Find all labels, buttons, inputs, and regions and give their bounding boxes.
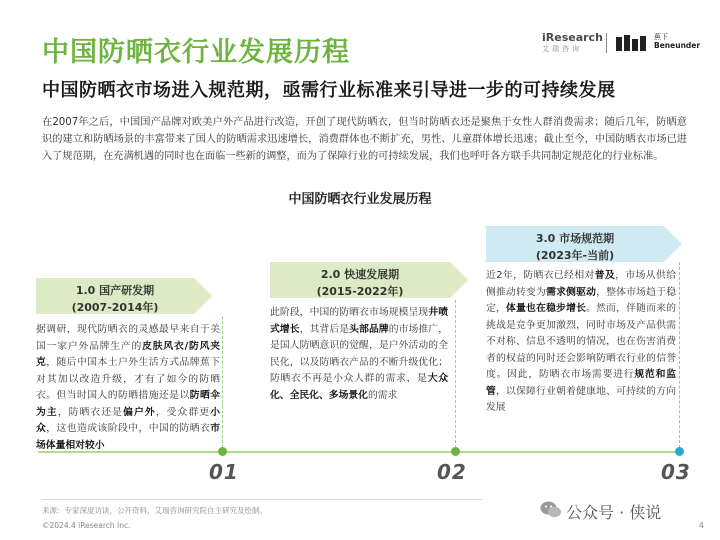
phase-1-arrow <box>194 278 212 314</box>
phase-1-text: 据调研，现代防晒衣的灵感最早来自于美国一家户外品牌生产的皮肤风衣/防风夹克，随后中国本土户外生活方式品牌蕉下对其加以改造升级，才有了如今的防晒衣。但当时国人的防晒措施还是以防晒伞为主，防晒衣还是偏户外，受众群更小众，这也造成该阶段中，中国的防晒衣市场体量相对较小 <box>36 324 221 451</box>
phase-3-number: 03 <box>661 460 691 484</box>
phase-2-number: 02 <box>437 460 467 484</box>
watermark-text: 公众号 · 侠说 <box>566 503 662 522</box>
iresearch-logo <box>542 31 603 44</box>
phase-3-label: 3.0 市场规范期 <box>535 232 615 245</box>
iresearch-logo-cn: 艾瑞咨询 <box>542 45 582 53</box>
wechat-icon <box>540 500 562 520</box>
phase-3-arrow <box>664 226 682 262</box>
page-subtitle: 中国防晒衣市场进入规范期，亟需行业标准来引导进一步的可持续发展 <box>42 80 616 101</box>
timeline-dot-2 <box>451 447 460 456</box>
phase-2-header <box>270 262 450 298</box>
footer-divider <box>42 499 482 500</box>
page-number: 4 <box>698 521 704 530</box>
iresearch-logo-text: iResearch <box>542 31 603 44</box>
phase-3-header <box>486 226 664 262</box>
source-note: 来源：专家深度访谈，公开资料，艾瑞咨询研究院自主研究及绘制。 <box>42 506 267 515</box>
timeline-title: 中国防晒衣行业发展历程 <box>288 192 432 207</box>
phase-2-arrow <box>450 262 468 298</box>
copyright: ©2024.4 iResearch Inc. <box>42 521 131 530</box>
phase-3-text: 近2年，防晒衣已经相对普及，市场从供给侧推动转变为需求侧驱动，整体市场趋于稳定，体量也在稳步增长。然而，伴随而来的挑战是竞争更加激烈，同时市场及产品供需不对称、信息不透明的情况，也在伤害消费者的权益的同时还会影响防晒衣行业的信誉度。因此，防晒衣市场需要进行规范和监管，以保障行业朝着健康地、可持续的方向发展 <box>486 270 677 413</box>
phase-1-period: (2007-2014年) <box>71 301 159 314</box>
timeline-axis <box>38 451 680 453</box>
page-title: 中国防晒衣行业发展历程 <box>42 37 350 68</box>
phase-2-text: 此阶段，中国的防晒衣市场规模呈现井喷式增长，其背后是头部品牌的市场推广，是国人防晒意识的觉醒，是户外活动的全民化，以及防晒衣产品的不断升级优化；防晒衣不再是小众人群的需求，是大众化、全民化、多场景化的需求 <box>270 307 449 401</box>
logo-area <box>542 31 701 55</box>
beneunder-logo-cn: 蕉下 <box>654 33 668 41</box>
beneunder-logo-icon <box>616 35 650 51</box>
logo-divider <box>606 33 607 53</box>
timeline-dot-3 <box>675 447 684 456</box>
phase-1-header <box>36 278 194 314</box>
intro-paragraph: 在2007年之后，中国国产品牌对欧美户外产品进行改造，开创了现代防晒衣，但当时防晒衣还是聚焦于女性人群消费需求；随后几年，防晒意识的建立和防晒场景的丰富带来了国人的防晒需求迅速增长，消费群体也不断扩充，男性、儿童群体增长迅速；截止至今，中国防晒衣市场已进入了规范期，在充满机遇的同时也在面临一些新的调整，而为了保障行业的可持续发展，我们也呼吁各方联手共同制定规范化的行业标准。 <box>42 117 687 162</box>
phase-2-period: (2015-2022年) <box>316 285 404 298</box>
beneunder-logo-text: Beneunder <box>654 41 701 50</box>
phase-1-number: 01 <box>209 460 239 484</box>
phase-2-label: 2.0 快速发展期 <box>320 268 400 281</box>
phase-3-connector <box>679 262 680 448</box>
phase-3-period: (2023年-当前) <box>535 249 615 262</box>
phase-1-label: 1.0 国产研发期 <box>75 284 155 297</box>
phase-1-connector <box>222 316 223 448</box>
timeline-dot-1 <box>218 447 227 456</box>
phase-2-connector <box>455 300 456 448</box>
